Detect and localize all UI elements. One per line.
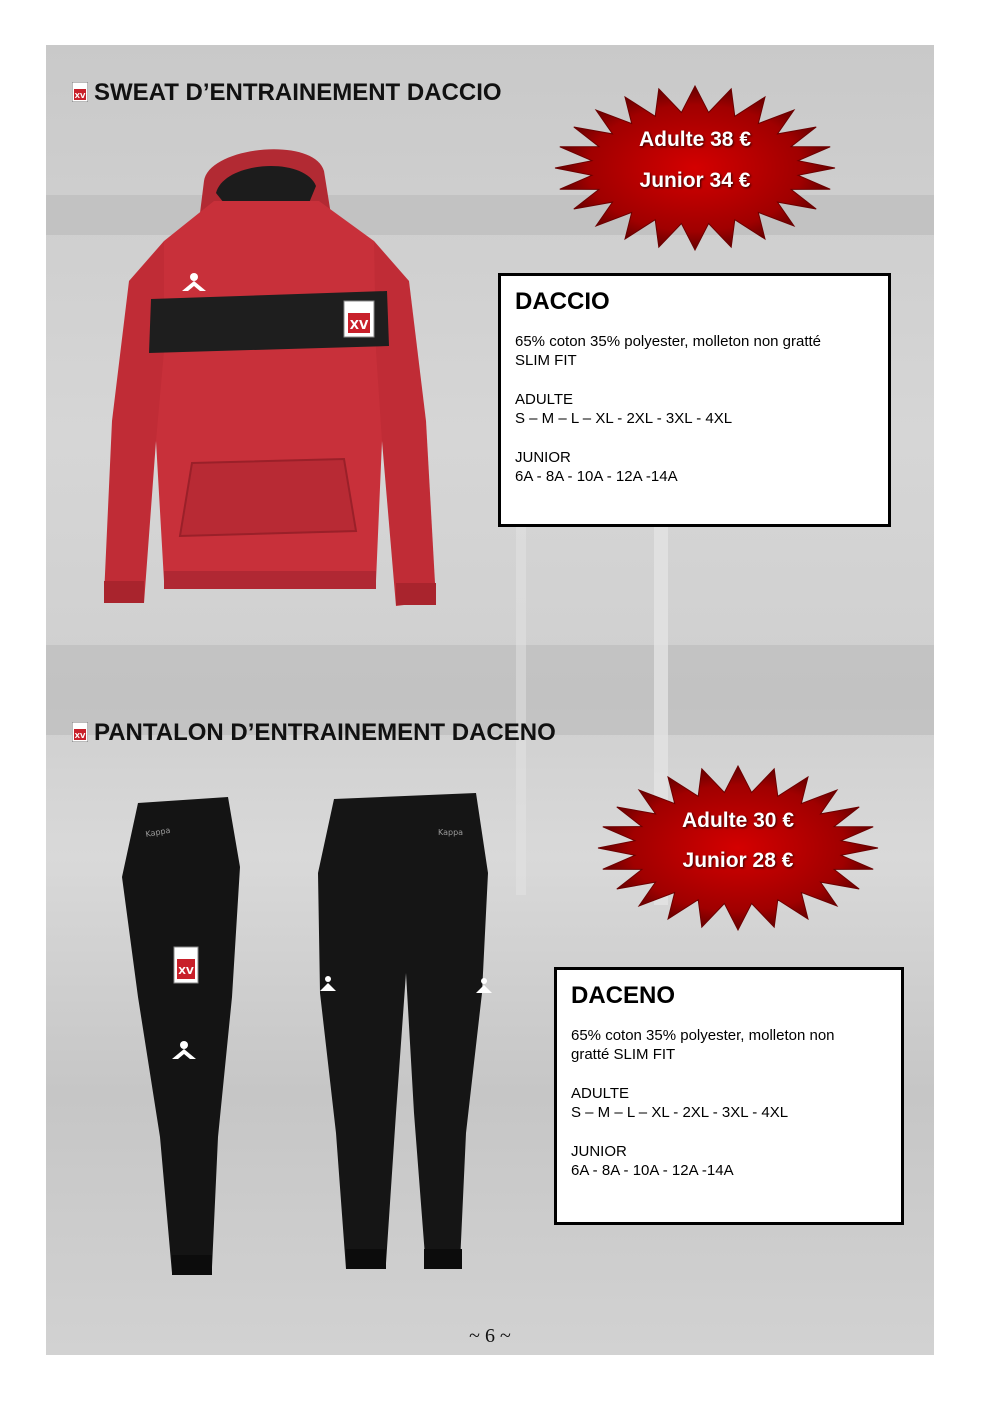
club-logo-icon <box>72 82 88 102</box>
product-material-line: 65% coton 35% polyester, molleton non <box>571 1027 835 1044</box>
page <box>46 45 934 1355</box>
starburst-shape <box>554 85 836 251</box>
price-adult: Adulte 30 € <box>681 809 795 832</box>
pants-front-image <box>316 793 496 1273</box>
product-info-box-daceno <box>554 967 904 1225</box>
section-title-text: PANTALON D’ENTRAINEMENT DACENO <box>94 719 556 746</box>
junior-sizes: 6A - 8A - 10A - 12A -14A <box>515 468 678 485</box>
page-number: ~ 6 ~ <box>469 1325 511 1347</box>
product-material-line: SLIM FIT <box>515 352 577 369</box>
price-junior: Junior 34 € <box>639 169 751 192</box>
price-burst-sweat <box>554 85 836 251</box>
adult-sizes: S – M – L – XL - 2XL - 3XL - 4XL <box>515 410 733 427</box>
svg-text:XV: XV <box>349 318 369 332</box>
product-material-line: 65% coton 35% polyester, molleton non gratté <box>515 333 822 350</box>
section-title-sweat <box>72 79 502 107</box>
club-logo-icon <box>72 722 88 742</box>
price-junior: Junior 28 € <box>682 849 794 872</box>
svg-text:XV: XV <box>74 92 86 100</box>
junior-label: JUNIOR <box>571 1143 627 1160</box>
product-material-line: gratté SLIM FIT <box>571 1046 676 1063</box>
svg-text:Kappa: Kappa <box>438 828 464 837</box>
adult-sizes: S – M – L – XL - 2XL - 3XL - 4XL <box>571 1104 789 1121</box>
adult-label: ADULTE <box>515 391 574 408</box>
price-burst-pantalon <box>597 765 879 931</box>
svg-text:Kappa: Kappa <box>144 825 172 839</box>
junior-sizes: 6A - 8A - 10A - 12A -14A <box>571 1162 734 1179</box>
price-adult: Adulte 38 € <box>638 128 752 151</box>
adult-label: ADULTE <box>571 1085 630 1102</box>
svg-text:XV: XV <box>74 732 86 740</box>
product-name: DACENO <box>571 982 676 1009</box>
junior-label: JUNIOR <box>515 449 571 466</box>
starburst-shape <box>597 765 879 931</box>
section-title-pantalon <box>72 719 556 747</box>
pants-side-image <box>120 797 246 1283</box>
product-info-box-daccio <box>498 273 891 527</box>
svg-text:XV: XV <box>178 966 194 977</box>
product-name: DACCIO <box>515 288 610 315</box>
section-title-text: SWEAT D’ENTRAINEMENT DACCIO <box>94 79 502 106</box>
hoodie-image <box>104 141 444 609</box>
